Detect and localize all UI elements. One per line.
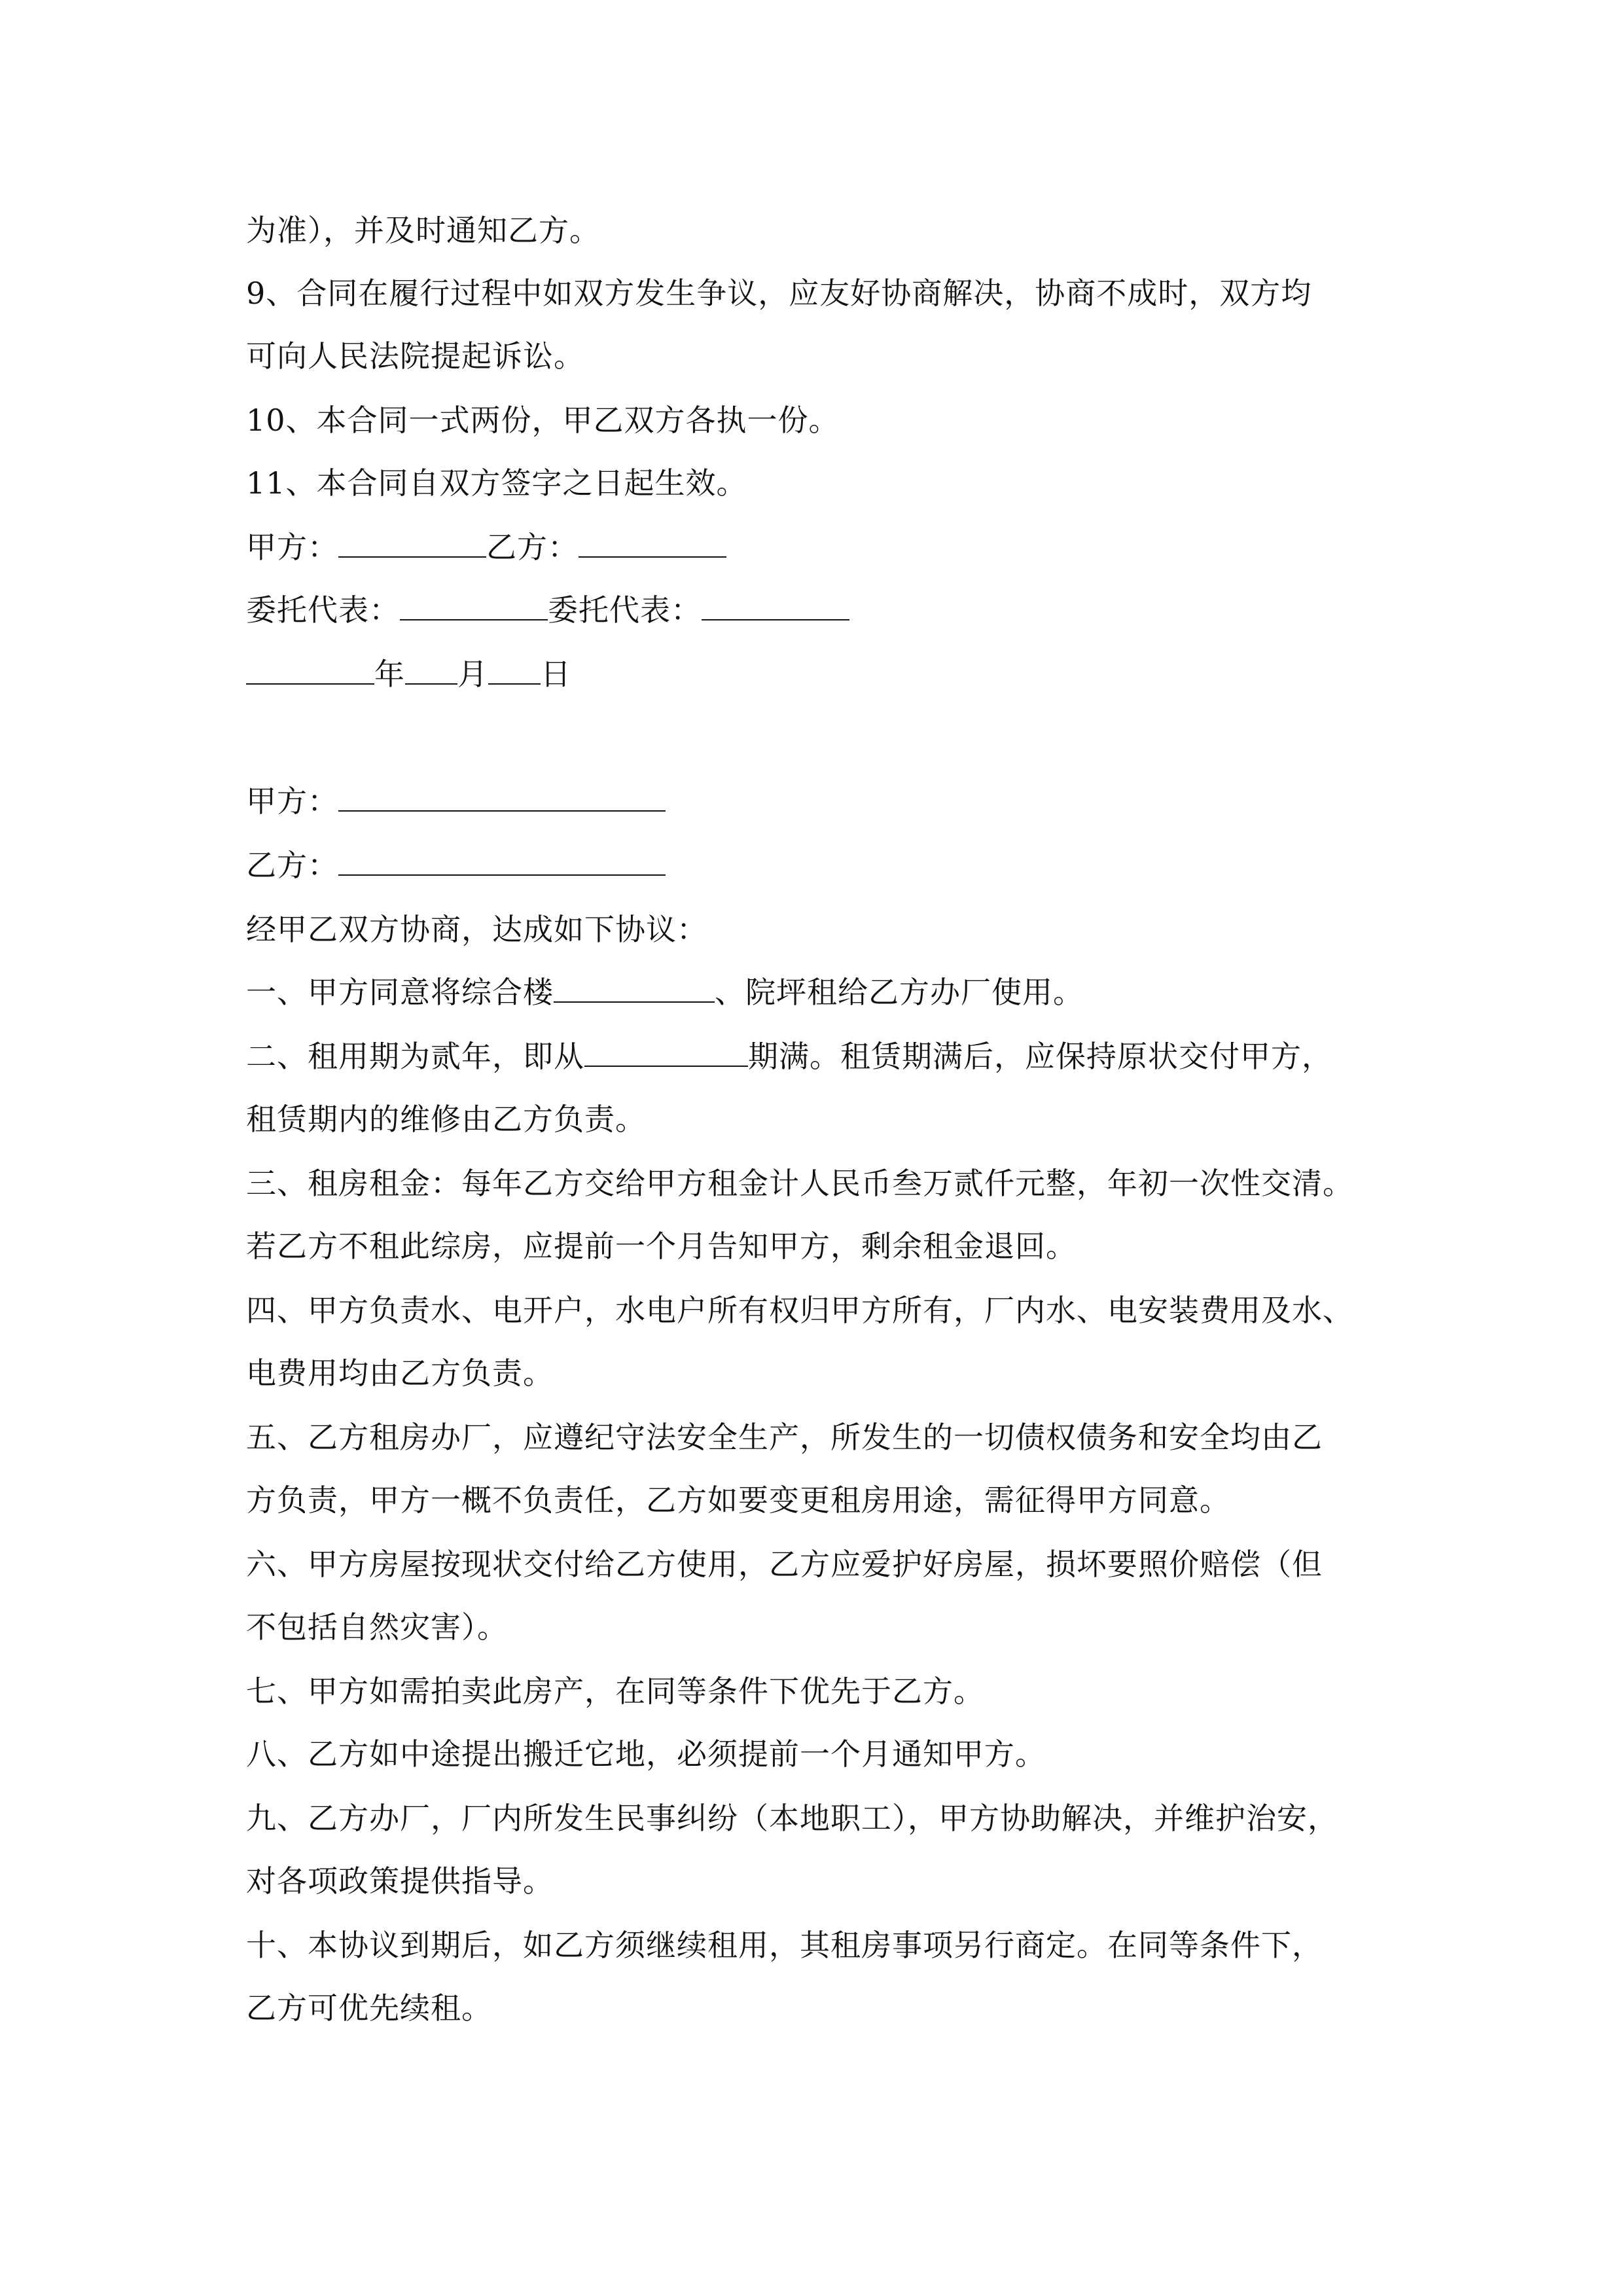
party-a-blank [338,781,666,812]
party-b-blank [338,846,666,876]
party-a-label: 甲方： [246,529,338,565]
clause-2-pre: 二、租用期为贰年，即从 [246,1039,584,1074]
day-blank [488,655,541,685]
text-line: 可向人民法院提起诉讼。 [246,338,584,374]
year-label: 年 [374,656,405,692]
party-b-blank [579,528,726,558]
clause-2-line [246,1037,1332,1076]
intro-line: 经甲乙双方协商，达成如下协议： [246,912,707,947]
signature-reps-line [246,590,849,630]
clause-1-line [246,973,1084,1012]
text-line: 七、甲方如需拍卖此房产，在同等条件下优先于乙方。 [246,1674,984,1709]
text-line: 乙方可优先续租。 [246,1990,492,2026]
text-line: 若乙方不租此综房，应提前一个月告知甲方，剩余租金退回。 [246,1229,1077,1264]
text-line: 六、甲方房屋按现状交付给乙方使用，乙方应爱护好房屋，损坏要照价赔偿（但 [246,1547,1323,1582]
month-label: 月 [457,656,488,692]
rep-a-label: 委托代表： [246,592,400,628]
text-line: 四、甲方负责水、电开户，水电户所有权归甲方所有，厂内水、电安装费用及水、 [246,1293,1353,1328]
text-line: 11、本合同自双方签字之日起生效。 [246,465,747,501]
text-line: 电费用均由乙方负责。 [246,1355,554,1391]
text-line: 对各项政策提供指导。 [246,1863,554,1899]
party-b-line [246,846,666,885]
text-line: 三、租房租金：每年乙方交给甲方租金计人民币叁万贰仟元整，年初一次性交清。 [246,1166,1353,1201]
period-blank [584,1037,748,1067]
text-line: 十、本协议到期后，如乙方须继续租用，其租房事项另行商定。在同等条件下， [246,1928,1323,1963]
text-line: 10、本合同一式两份，甲乙双方各执一份。 [246,403,840,438]
building-blank [554,973,715,1003]
party-a-line [246,781,666,821]
rep-b-label: 委托代表： [548,592,702,628]
year-blank [246,655,374,685]
text-line: 八、乙方如中途提出搬迁它地，必须提前一个月通知甲方。 [246,1736,1046,1772]
text-line: 租赁期内的维修由乙方负责。 [246,1102,646,1137]
clause-1-post: 、院坪租给乙方办厂使用。 [715,975,1084,1010]
clause-1-pre: 一、甲方同意将综合楼 [246,975,554,1010]
text-line: 方负责，甲方一概不负责任，乙方如要变更租房用途，需征得甲方同意。 [246,1482,1230,1518]
text-line: 不包括自然灾害）。 [246,1609,508,1645]
text-line: 五、乙方租房办厂，应遵纪守法安全生产，所发生的一切债权债务和安全均由乙 [246,1420,1323,1455]
signature-date-line [246,655,571,694]
signature-parties-line [246,528,726,567]
rep-a-blank [400,590,548,620]
text-line: 九、乙方办厂，厂内所发生民事纠纷（本地职工），甲方协助解决，并维护治安， [246,1801,1338,1836]
party-a-blank [338,528,486,558]
month-blank [405,655,457,685]
day-label: 日 [541,656,571,692]
party-b-label: 乙方： [486,529,579,565]
party-b-label: 乙方： [246,848,338,883]
rep-b-blank [702,590,849,620]
text-line: 为准），并及时通知乙方。 [246,213,600,248]
text-line: 9、合同在履行过程中如双方发生争议，应友好协商解决，协商不成时，双方均 [246,276,1312,311]
party-a-label: 甲方： [246,783,338,819]
clause-2-post: 期满。租赁期满后，应保持原状交付甲方， [748,1039,1332,1074]
